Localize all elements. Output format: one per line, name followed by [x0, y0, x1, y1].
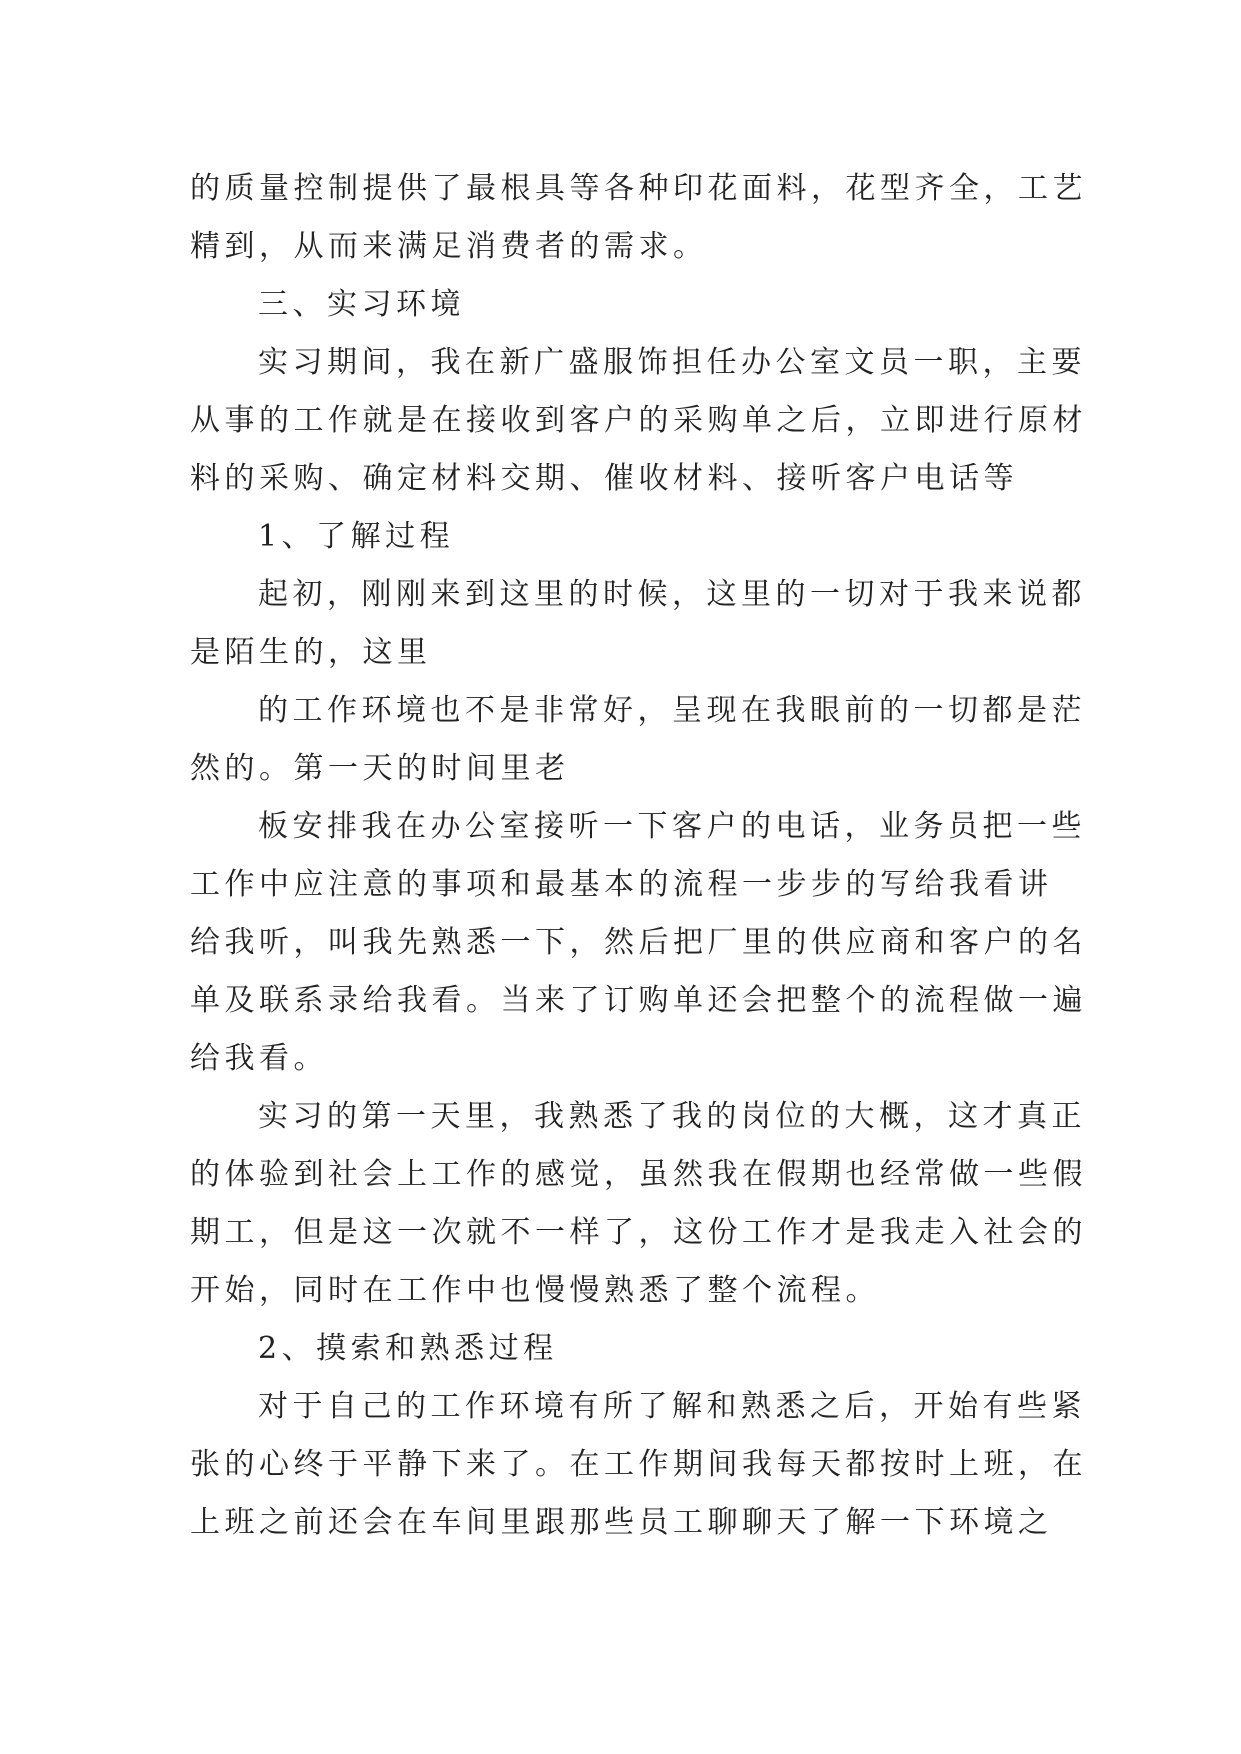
- text-line: 给我听，叫我先熟悉一下，然后把厂里的供应商和客户的名: [190, 925, 1087, 960]
- text-line: 1、了解过程: [258, 519, 455, 554]
- text-line: 上班之前还会在车间里跟那些员工聊聊天了解一下环境之: [190, 1505, 1053, 1540]
- text-line: 期工，但是这一次就不一样了，这份工作才是我走入社会的: [190, 1215, 1087, 1250]
- text-line: 的体验到社会上工作的感觉，虽然我在假期也经常做一些假: [190, 1157, 1087, 1192]
- text-line: 张的心终于平静下来了。在工作期间我每天都按时上班，在: [190, 1447, 1087, 1482]
- text-line: 三、实习环境: [258, 287, 465, 322]
- text-line: 然的。第一天的时间里老: [190, 751, 570, 786]
- text-line: 是陌生的，这里: [190, 635, 432, 670]
- document-body: [190, 160, 1087, 1552]
- text-line: 对于自己的工作环境有所了解和熟悉之后，开始有些紧: [258, 1389, 1086, 1424]
- text-line: 工作中应注意的事项和最基本的流程一步步的写给我看讲: [190, 867, 1053, 902]
- text-line: 从事的工作就是在接收到客户的采购单之后，立即进行原材: [190, 403, 1087, 438]
- text-line: 精到，从而来满足消费者的需求。: [190, 229, 708, 264]
- text-line: 起初，刚刚来到这里的时候，这里的一切对于我来说都: [258, 577, 1086, 612]
- text-line: 板安排我在办公室接听一下客户的电话，业务员把一些: [258, 809, 1086, 844]
- text-line: 给我看。: [190, 1041, 328, 1076]
- text-line: 的质量控制提供了最根具等各种印花面料，花型齐全，工艺: [190, 171, 1087, 206]
- text-line: 实习的第一天里，我熟悉了我的岗位的大概，这才真正: [258, 1099, 1086, 1134]
- text-line: 单及联系录给我看。当来了订购单还会把整个的流程做一遍: [190, 983, 1087, 1018]
- text-line: 2、摸索和熟悉过程: [258, 1331, 558, 1366]
- text-line: 开始，同时在工作中也慢慢熟悉了整个流程。: [190, 1273, 880, 1308]
- text-line: 料的采购、确定材料交期、催收材料、接听客户电话等: [190, 461, 1018, 496]
- text-line: 实习期间，我在新广盛服饰担任办公室文员一职，主要: [258, 345, 1086, 380]
- text-line: 的工作环境也不是非常好，呈现在我眼前的一切都是茫: [258, 693, 1086, 728]
